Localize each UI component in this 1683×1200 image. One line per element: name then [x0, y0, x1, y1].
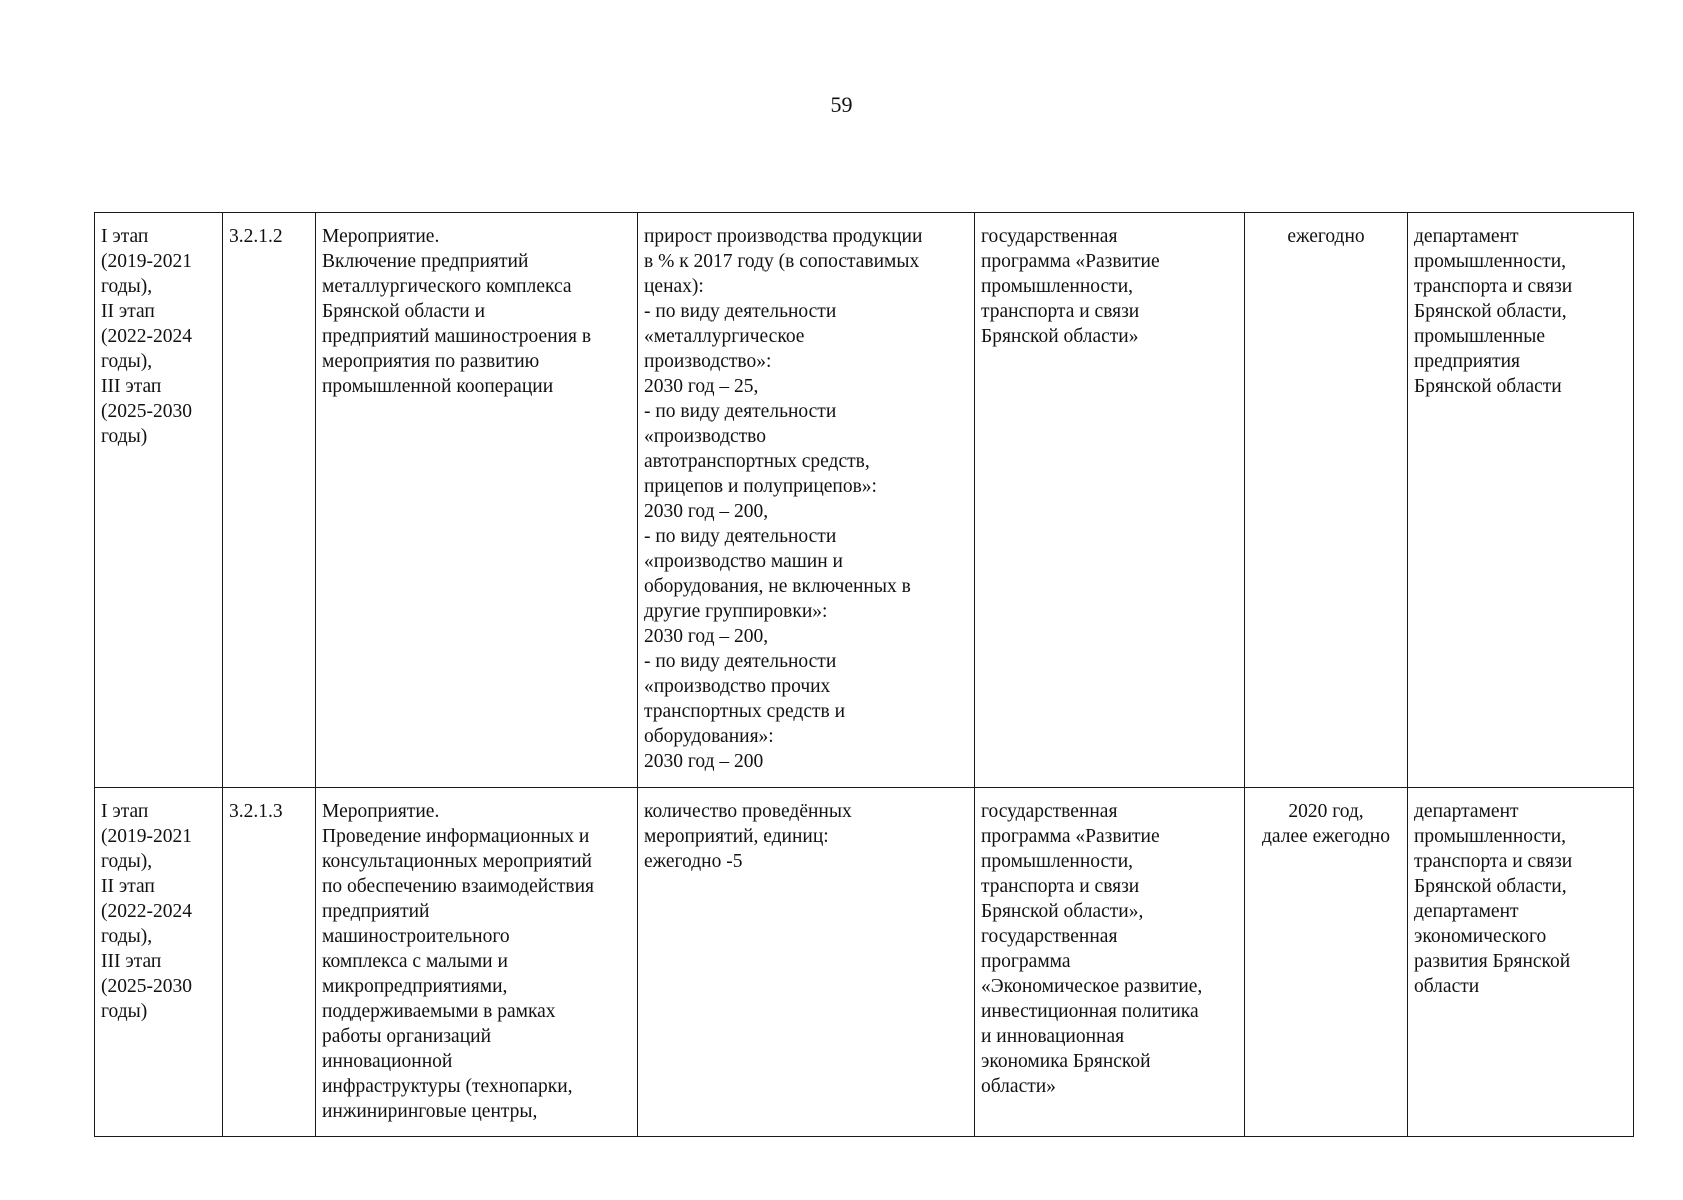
measure-description-cell: Мероприятие. Включение предприятий металлургического комплекса Брянской области и предприятий машиностроения в мероприятия по развитию промышленной кооперации [316, 213, 638, 788]
stage-period-cell: I этап (2019-2021 годы), II этап (2022-2024 годы), III этап (2025-2030 годы) [95, 213, 223, 788]
stage-period-cell: I этап (2019-2021 годы), II этап (2022-2024 годы), III этап (2025-2030 годы) [95, 788, 223, 1137]
state-program-cell: государственная программа «Развитие промышленности, транспорта и связи Брянской области» [975, 213, 1245, 788]
indicator-cell: прирост производства продукции в % к 2017 году (в сопоставимых ценах): - по виду деятельности «металлургическое производство»: 2030 год – 25, - по виду деятельности «производство автотранспортных средств, прицепов и полуприцепов»: 2030 год – 200, - по виду деятельности «производство машин и оборудования, не включенных в другие группировки»: 2030 год – 200, - по виду деятельности «производство прочих транспортных средств и оборудования»: 2030 год – 200 [638, 213, 975, 788]
table-row [95, 213, 1634, 788]
table-row [95, 788, 1634, 1137]
deadline-cell: ежегодно [1245, 213, 1408, 788]
executor-cell: департамент промышленности, транспорта и связи Брянской области, промышленные предприятия Брянской области [1408, 213, 1634, 788]
indicator-cell: количество проведённых мероприятий, единиц: ежегодно -5 [638, 788, 975, 1137]
measure-description-cell: Мероприятие. Проведение информационных и консультационных мероприятий по обеспечению взаимодействия предприятий машиностроительного комплекса с малыми и микропредприятиями, поддерживаемыми в рамках работы организаций инновационной инфраструктуры (технопарки, инжиниринговые центры, [316, 788, 638, 1137]
measure-code-cell: 3.2.1.3 [223, 788, 316, 1137]
deadline-cell: 2020 год, далее ежегодно [1245, 788, 1408, 1137]
state-program-cell: государственная программа «Развитие промышленности, транспорта и связи Брянской области», государственная программа «Экономическое развитие, инвестиционная политика и инновационная экономика Брянской области» [975, 788, 1245, 1137]
measures-table [94, 212, 1634, 1137]
measure-code-cell: 3.2.1.2 [223, 213, 316, 788]
page-number: 59 [830, 92, 853, 117]
executor-cell: департамент промышленности, транспорта и связи Брянской области, департамент экономического развития Брянской области [1408, 788, 1634, 1137]
